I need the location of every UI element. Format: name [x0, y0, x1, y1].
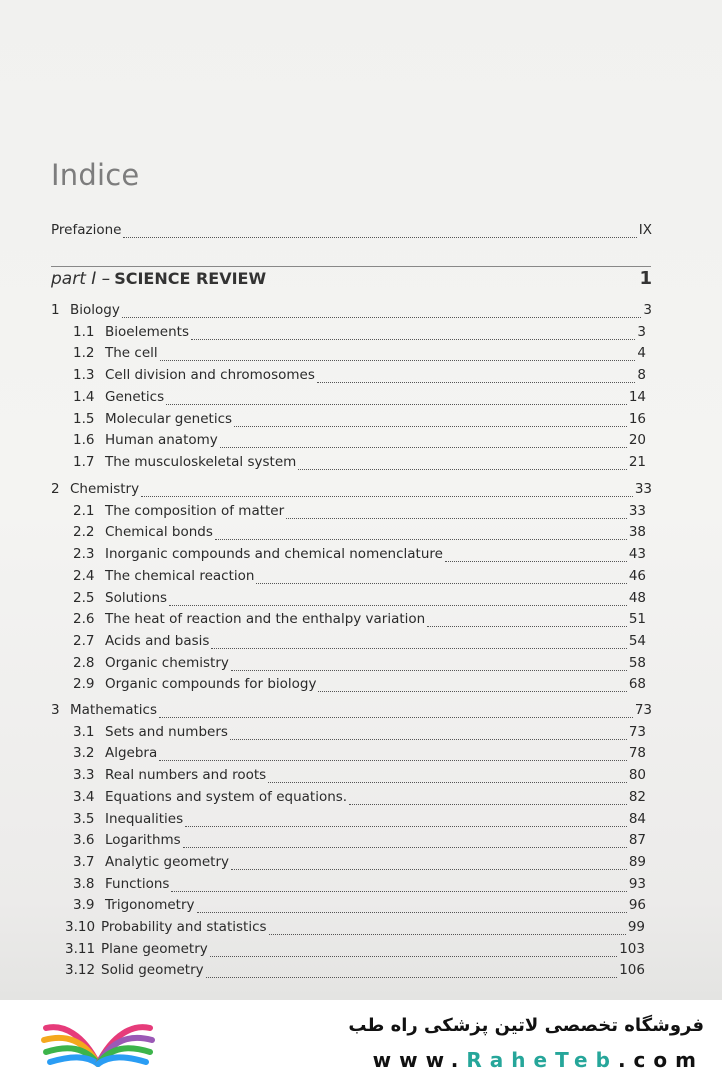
leader-dots	[427, 625, 627, 627]
section-number: 3.9	[73, 897, 95, 914]
section-page: 82	[628, 788, 646, 805]
section-title: Inequalities	[105, 810, 184, 827]
leader-dots	[215, 538, 627, 540]
page-title: Indice	[51, 158, 140, 192]
section-title: The cell	[105, 345, 158, 362]
section-number: 1.2	[73, 345, 95, 362]
section-page: 68	[628, 676, 646, 693]
section-entry	[73, 345, 646, 365]
section-entry	[73, 832, 646, 852]
leader-dots	[123, 236, 636, 238]
section-number: 3.3	[73, 767, 95, 784]
chapter-title: Biology	[70, 302, 120, 318]
section-number: 2.9	[73, 676, 95, 693]
section-number: 3.4	[73, 788, 95, 805]
section-number: 3.5	[73, 810, 95, 827]
section-title: Analytic geometry	[105, 853, 229, 870]
section-page: 4	[637, 345, 646, 362]
chapter-page: 3	[643, 302, 652, 318]
part-title: SCIENCE REVIEW	[114, 269, 267, 288]
leader-dots	[159, 716, 633, 718]
section-page: 8	[637, 367, 646, 384]
section-number: 2.1	[73, 502, 95, 519]
section-number: 1.3	[73, 367, 95, 384]
section-entry	[73, 590, 646, 610]
section-number: 2.7	[73, 632, 95, 649]
section-entry	[73, 633, 646, 653]
section-title: The composition of matter	[105, 502, 285, 519]
url-prefix: www.	[372, 1048, 467, 1072]
leader-dots	[220, 446, 627, 448]
section-page: 58	[628, 654, 646, 671]
leader-dots	[286, 517, 627, 519]
leader-dots	[298, 468, 627, 470]
part-prefix: part I –	[51, 269, 111, 289]
section-title: Functions	[105, 875, 170, 892]
section-entry	[65, 941, 645, 961]
store-url[interactable]	[373, 1048, 704, 1072]
leader-dots	[141, 495, 633, 497]
section-page: 16	[628, 410, 646, 427]
chapter-page: 33	[634, 481, 652, 497]
section-page: 20	[628, 432, 646, 449]
store-name: فروشگاه تخصصی لاتین پزشکی راه طب	[348, 1015, 704, 1036]
section-title: Molecular genetics	[105, 410, 233, 427]
preface-label: Prefazione	[51, 222, 122, 238]
section-page: 33	[628, 502, 646, 519]
chapter-entry	[51, 702, 652, 722]
section-title: Solutions	[105, 589, 168, 606]
section-entry	[65, 962, 645, 982]
leader-dots	[160, 359, 636, 361]
section-entry	[73, 524, 646, 544]
section-entry	[73, 568, 646, 588]
section-page: 99	[627, 919, 645, 935]
leader-dots	[166, 403, 627, 405]
leader-dots	[122, 316, 642, 318]
section-title: Acids and basis	[105, 632, 210, 649]
section-entry	[73, 546, 646, 566]
leader-dots	[169, 604, 627, 606]
leader-dots	[185, 825, 627, 827]
leader-dots	[231, 868, 627, 870]
leader-dots	[211, 647, 626, 649]
chapter-title: Chemistry	[70, 481, 140, 497]
section-number: 2.6	[73, 611, 95, 628]
leader-dots	[234, 425, 627, 427]
leader-dots	[231, 669, 627, 671]
section-number: 1.4	[73, 388, 95, 405]
section-page: 84	[628, 810, 646, 827]
leader-dots	[206, 976, 618, 978]
leader-dots	[197, 911, 627, 913]
section-title: Solid geometry	[101, 962, 204, 979]
section-entry	[73, 854, 646, 874]
section-title: Logarithms	[105, 832, 181, 849]
section-entry	[73, 655, 646, 675]
section-page: 14	[628, 388, 646, 405]
section-page: 46	[628, 567, 646, 584]
leader-dots	[269, 933, 626, 935]
section-page: 80	[628, 767, 646, 784]
section-number: 2.3	[73, 546, 95, 563]
section-number: 1.1	[73, 323, 95, 340]
section-entry	[73, 389, 646, 409]
section-entry	[73, 503, 646, 523]
section-number: 3.11	[65, 940, 96, 957]
part-heading	[51, 268, 652, 289]
leader-dots	[268, 781, 627, 783]
section-title: Equations and system of equations.	[105, 788, 348, 805]
chapter-entry	[51, 481, 652, 501]
leader-dots	[230, 738, 627, 740]
section-page: 93	[628, 875, 646, 892]
section-entry	[65, 919, 645, 939]
section-number: 1.5	[73, 410, 95, 427]
leader-dots	[210, 955, 617, 957]
section-page: 89	[628, 853, 646, 870]
section-number: 3.8	[73, 875, 95, 892]
section-title: The heat of reaction and the enthalpy variation	[105, 611, 426, 628]
section-number: 2.2	[73, 524, 95, 541]
chapter-number: 2	[51, 481, 60, 497]
section-title: The chemical reaction	[105, 567, 255, 584]
chapter-number: 3	[51, 702, 60, 718]
section-number: 3.1	[73, 723, 95, 740]
section-page: 51	[628, 611, 646, 628]
section-title: Genetics	[105, 388, 165, 405]
section-entry	[73, 745, 646, 765]
section-title: Organic compounds for biology	[105, 676, 317, 693]
chapter-title: Mathematics	[70, 702, 157, 718]
preface-entry	[51, 222, 652, 242]
url-suffix: .com	[617, 1048, 704, 1072]
section-page: 21	[628, 453, 646, 470]
section-title: Chemical bonds	[105, 524, 213, 541]
section-entry	[73, 411, 646, 431]
section-page: 96	[628, 897, 646, 914]
section-title: Real numbers and roots	[105, 767, 267, 784]
leader-dots	[191, 338, 635, 340]
section-entry	[73, 367, 646, 387]
section-title: Cell division and chromosomes	[105, 367, 315, 384]
section-entry	[73, 789, 646, 809]
section-entry	[73, 897, 646, 917]
section-entry	[73, 454, 646, 474]
section-number: 3.10	[65, 919, 96, 935]
section-entry	[73, 767, 646, 787]
leader-dots	[445, 560, 627, 562]
leader-dots	[171, 890, 626, 892]
section-number: 2.8	[73, 654, 95, 671]
section-title: Sets and numbers	[105, 723, 228, 740]
section-title: Plane geometry	[101, 940, 208, 957]
leader-dots	[349, 803, 627, 805]
leader-dots	[159, 759, 627, 761]
section-number: 3.6	[73, 832, 95, 849]
section-page: 43	[628, 546, 646, 563]
section-number: 1.6	[73, 432, 95, 449]
part-page: 1	[639, 268, 652, 289]
leader-dots	[317, 381, 636, 383]
open-book-logo-icon	[38, 1014, 158, 1070]
leader-dots	[318, 690, 626, 692]
section-page: 78	[628, 745, 646, 762]
section-divider	[51, 266, 651, 267]
section-page: 87	[628, 832, 646, 849]
section-number: 3.12	[65, 962, 96, 979]
section-title: Trigonometry	[105, 897, 195, 914]
chapter-page: 73	[634, 702, 652, 718]
section-entry	[73, 324, 646, 344]
section-number: 2.4	[73, 567, 95, 584]
section-title: Human anatomy	[105, 432, 218, 449]
section-number: 3.2	[73, 745, 95, 762]
section-entry	[73, 811, 646, 831]
section-title: Bioelements	[105, 323, 189, 340]
leader-dots	[183, 846, 627, 848]
section-page: 38	[628, 524, 646, 541]
chapter-entry	[51, 302, 652, 322]
section-title: Algebra	[105, 745, 158, 762]
section-title: Probability and statistics	[101, 919, 267, 935]
section-page: 3	[637, 323, 646, 340]
section-page: 48	[628, 589, 646, 606]
section-title: The musculoskeletal system	[105, 453, 297, 470]
chapter-number: 1	[51, 302, 60, 318]
preface-page: IX	[638, 222, 652, 238]
leader-dots	[256, 582, 626, 584]
section-entry	[73, 676, 646, 696]
section-entry	[73, 611, 646, 631]
section-title: Organic chemistry	[105, 654, 229, 671]
section-title: Inorganic compounds and chemical nomenclature	[105, 546, 443, 563]
section-number: 1.7	[73, 453, 95, 470]
section-entry	[73, 724, 646, 744]
section-page: 73	[628, 723, 646, 740]
section-entry	[73, 432, 646, 452]
section-number: 3.7	[73, 853, 95, 870]
section-number: 2.5	[73, 589, 95, 606]
section-page: 103	[619, 940, 645, 957]
section-page: 106	[619, 962, 645, 979]
section-entry	[73, 876, 646, 896]
url-accent: RaheTeb	[466, 1048, 618, 1072]
section-page: 54	[628, 632, 646, 649]
